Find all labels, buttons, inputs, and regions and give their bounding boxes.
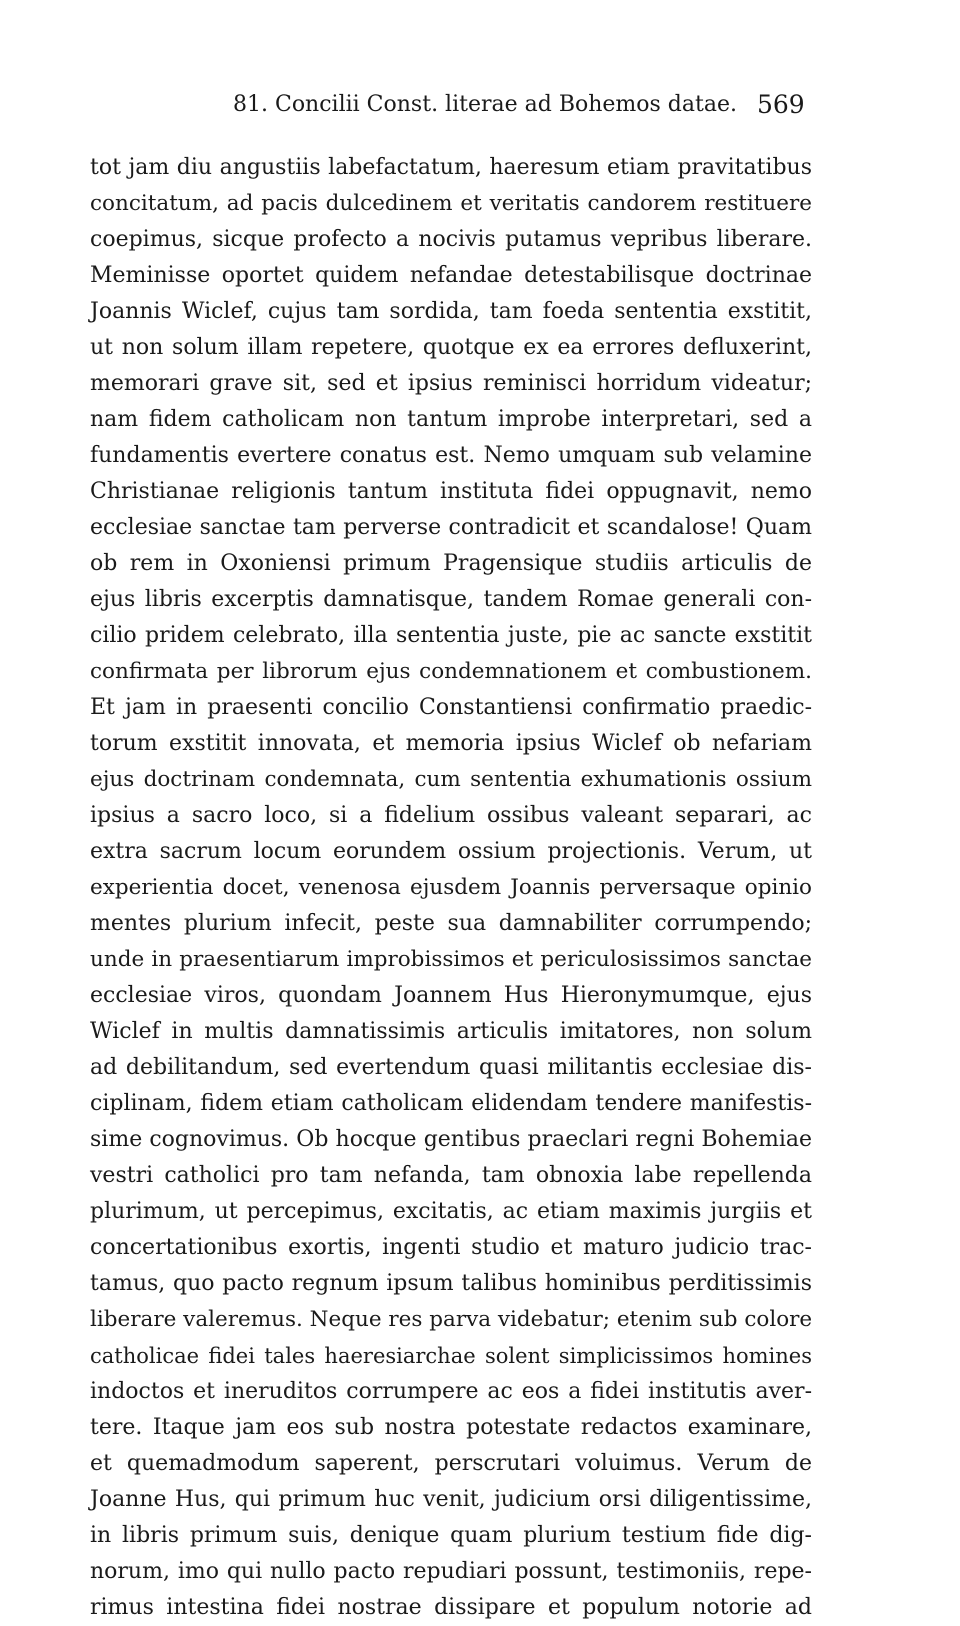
text-line: tere. Itaque jam eos sub nostra potestate redactos examinare, — [90, 1415, 812, 1440]
text-line: ob rem in Oxoniensi primum Pragensique studiis articulis de — [90, 551, 812, 576]
text-line: sime cognovimus. Ob hocque gentibus praeclari regni Bohemiae — [90, 1127, 812, 1152]
text-line: vestri catholici pro tam nefanda, tam obnoxia labe repellenda — [90, 1163, 812, 1188]
text-line: et quemadmodum saperent, perscrutari voluimus. Verum de — [90, 1451, 812, 1476]
text-line: in libris primum suis, denique quam plurium testium fide dig- — [90, 1523, 812, 1548]
text-line: ciplinam, fidem etiam catholicam elidendam tendere manifestis- — [90, 1091, 812, 1116]
text-line: Et jam in praesenti concilio Constantiensi confirmatio praedic- — [90, 695, 812, 720]
text-line: Meminisse oportet quidem nefandae detestabilisque doctrinae — [90, 263, 812, 288]
text-line: ejus libris excerptis damnatisque, tandem Romae generali con- — [90, 587, 812, 612]
text-line: coepimus, sicque profecto a nocivis putamus vepribus liberare. — [90, 227, 812, 252]
text-line: torum exstitit innovata, et memoria ipsius Wiclef ob nefariam — [90, 731, 812, 756]
text-line: catholicae fidei tales haeresiarchae solent simplicissimos homines — [90, 1344, 812, 1368]
text-line: experientia docet, venenosa ejusdem Joannis perversaque opinio — [90, 875, 812, 900]
text-line: Joannis Wiclef, cujus tam sordida, tam foeda sententia exstitit, — [90, 299, 812, 324]
text-line: ad debilitandum, sed evertendum quasi militantis ecclesiae dis- — [90, 1055, 812, 1080]
text-line: rimus intestina fidei nostrae dissipare et populum notorie ad — [90, 1595, 812, 1620]
text-line: confirmata per librorum ejus condemnationem et combustionem. — [90, 659, 812, 684]
text-line: nam fidem catholicam non tantum improbe interpretari, sed a — [90, 407, 812, 432]
text-line: mentes plurium infecit, peste sua damnabiliter corrumpendo; — [90, 911, 812, 936]
text-line: ecclesiae sanctae tam perverse contradicit et scandalose! Quam — [90, 515, 812, 540]
text-line: indoctos et ineruditos corrumpere ac eos a fidei institutis aver- — [90, 1379, 812, 1404]
text-line: extra sacrum locum eorundem ossium projectionis. Verum, ut — [90, 839, 812, 864]
text-line: cilio pridem celebrato, illa sententia juste, pie ac sancte exstitit — [90, 623, 812, 648]
text-line: norum, imo qui nullo pacto repudiari possunt, testimoniis, repe- — [90, 1559, 812, 1584]
text-line: Christianae religionis tantum instituta fidei oppugnavit, nemo — [90, 479, 812, 504]
page-number: 569 — [757, 90, 805, 119]
body-text — [90, 150, 812, 1626]
text-line: ut non solum illam repetere, quotque ex ea errores defluxerint, — [90, 335, 812, 360]
text-line: ejus doctrinam condemnata, cum sententia exhumationis ossium — [90, 767, 812, 792]
text-line: ipsius a sacro loco, si a fidelium ossibus valeant separari, ac — [90, 803, 812, 828]
text-line: concitatum, ad pacis dulcedinem et veritatis candorem restituere — [90, 191, 812, 216]
text-line: ecclesiae viros, quondam Joannem Hus Hieronymumque, ejus — [90, 983, 812, 1008]
text-line: fundamentis evertere conatus est. Nemo umquam sub velamine — [90, 443, 812, 468]
text-line: liberare valeremus. Neque res parva videbatur; etenim sub colore — [90, 1307, 813, 1332]
text-line: tamus, quo pacto regnum ipsum talibus hominibus perditissimis — [90, 1271, 812, 1296]
text-line: plurimum, ut percepimus, excitatis, ac etiam maximis jurgiis et — [90, 1199, 812, 1224]
running-title: 81. Concilii Const. literae ad Bohemos datae. — [233, 92, 737, 117]
text-line: concertationibus exortis, ingenti studio et maturo judicio trac- — [90, 1235, 812, 1260]
running-head — [0, 90, 960, 120]
text-line: memorari grave sit, sed et ipsius reminisci horridum videatur; — [90, 371, 812, 396]
text-line: unde in praesentiarum improbissimos et periculosissimos sanctae — [90, 947, 812, 972]
text-line: tot jam diu angustiis labefactatum, haeresum etiam pravitatibus — [90, 155, 812, 180]
text-line: Joanne Hus, qui primum huc venit, judicium orsi diligentissime, — [90, 1487, 812, 1512]
text-line: Wiclef in multis damnatissimis articulis imitatores, non solum — [90, 1019, 812, 1044]
